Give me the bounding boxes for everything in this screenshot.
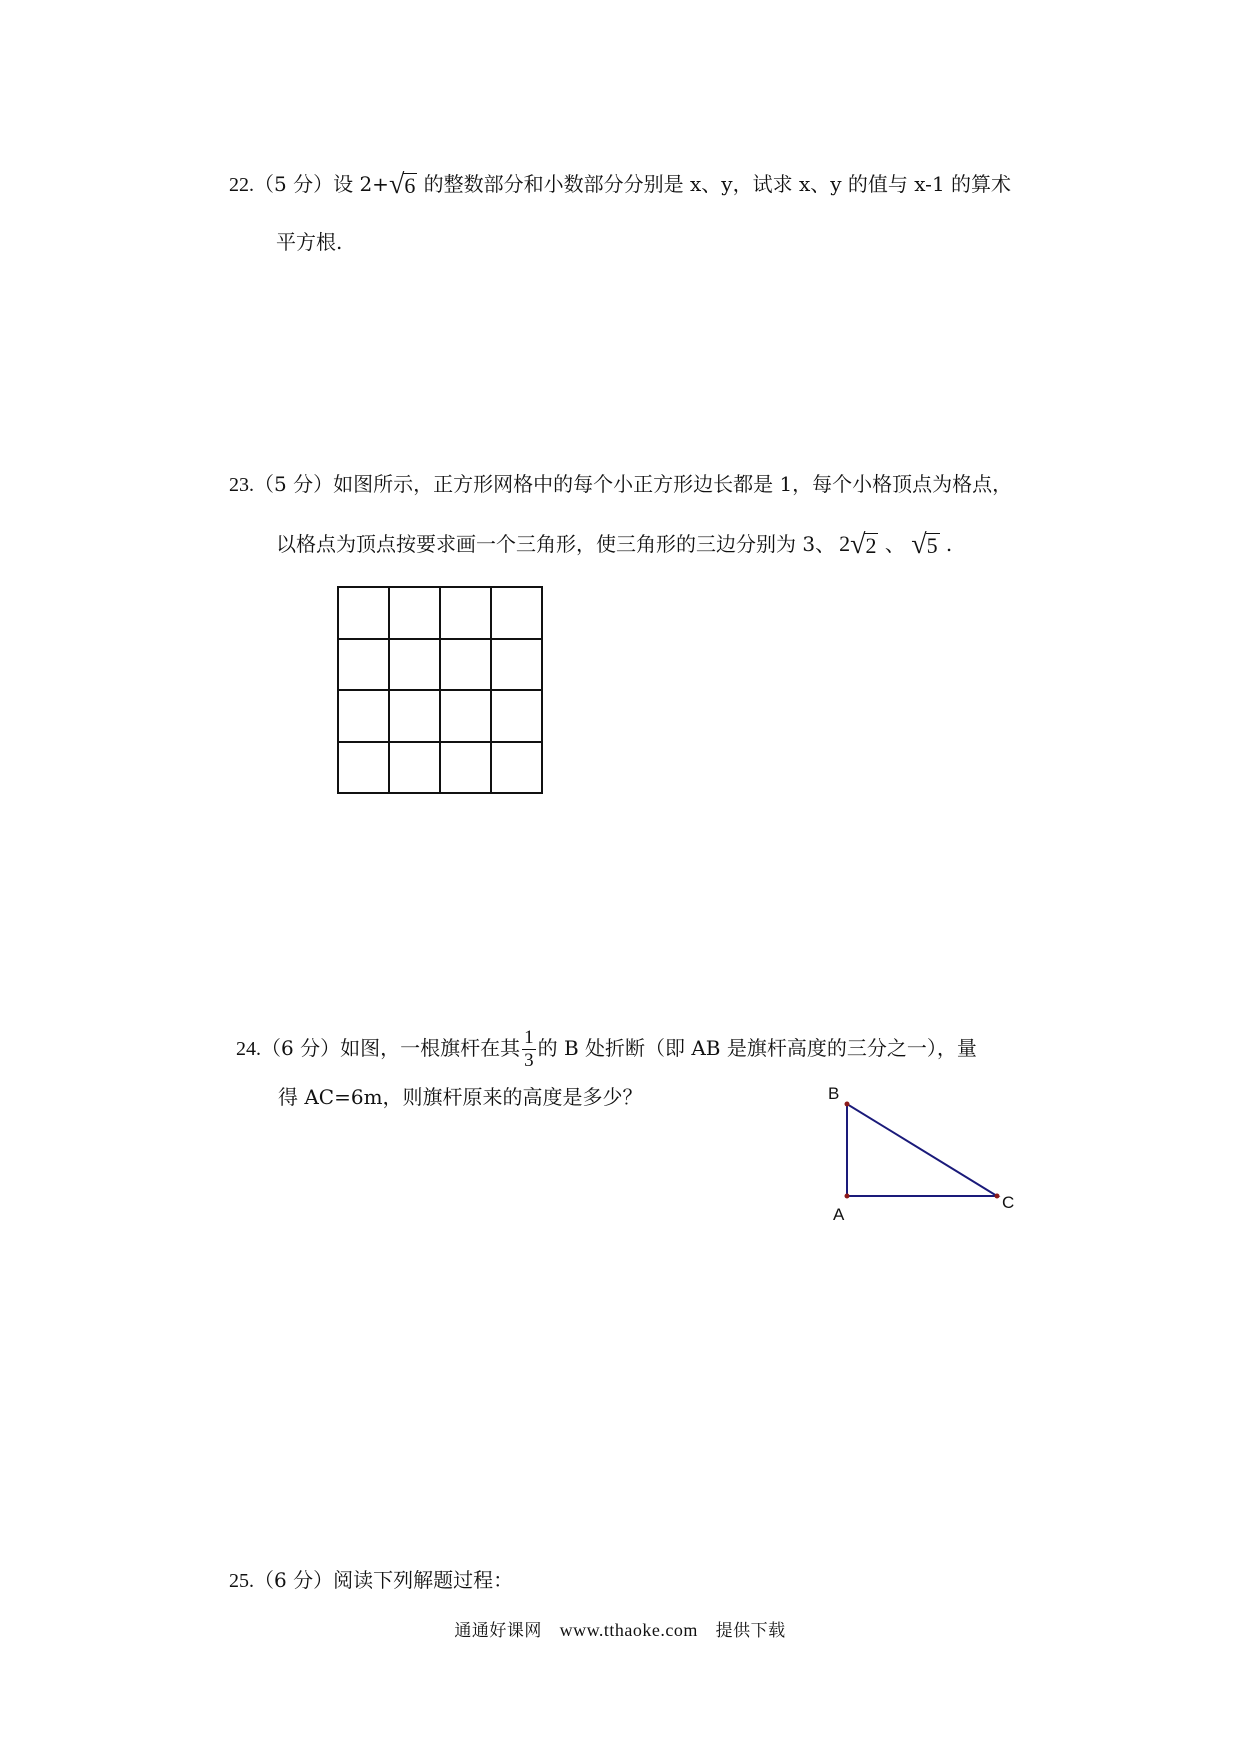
q25-line-1	[229, 1566, 513, 1595]
q25-score: （6 分）	[254, 1568, 334, 1592]
label-c: C	[1002, 1193, 1015, 1212]
footer-site: 通通好课网	[454, 1621, 542, 1641]
q24-number: 24.	[236, 1038, 261, 1060]
label-b: B	[828, 1084, 840, 1103]
q23-number: 23.	[229, 474, 254, 496]
q24-fraction	[522, 1027, 536, 1072]
q23-sep: 、	[878, 532, 912, 556]
q24-score: （6 分）	[261, 1036, 341, 1060]
q24-frac-num: 1	[524, 1027, 534, 1048]
q25-number: 25.	[229, 1570, 254, 1592]
square-grid-figure	[336, 585, 546, 801]
footer-suffix: 提供下载	[715, 1621, 786, 1641]
q22-text-a: 设 2+	[333, 172, 389, 196]
q23-text-b: 以格点为顶点按要求画一个三角形，使三角形的三边分别为 3、	[276, 532, 836, 556]
q22-number: 22.	[229, 174, 254, 196]
q23-sqrt-2: √ 5	[911, 529, 938, 560]
q24-line-1	[236, 1024, 977, 1073]
q23-sqrt-1: √ 2	[850, 529, 877, 560]
q22-text-c: 平方根.	[276, 230, 343, 254]
q23-end: .	[939, 532, 953, 556]
vertex-c	[995, 1194, 1000, 1199]
q22-score: （5 分）	[254, 172, 334, 196]
q23-line-2	[276, 530, 952, 558]
square-grid-svg	[336, 585, 546, 797]
q22-line-2	[276, 228, 342, 256]
q22-sqrt: √ 6	[388, 169, 416, 200]
q22-text-b: 的整数部分和小数部分分别是 x、y，试求 x、y 的值与 x-1 的算术	[417, 172, 1012, 196]
label-a: A	[833, 1205, 845, 1224]
q23-radicand-2: 5	[926, 533, 938, 558]
triangle-abc	[847, 1104, 997, 1196]
q23-score: （5 分）	[254, 472, 334, 496]
q24-line-2	[278, 1083, 643, 1111]
q23-coef: 2	[839, 531, 851, 556]
vertex-b	[845, 1102, 850, 1107]
q24-frac-den: 3	[524, 1050, 534, 1071]
q23-text-a: 如图所示，正方形网格中的每个小正方形边长都是 1，每个小格顶点为格点，	[333, 472, 1013, 496]
vertex-a	[845, 1194, 850, 1199]
q24-text-a: 如图，一根旗杆在其	[340, 1036, 521, 1060]
page-footer	[0, 1616, 1240, 1641]
q24-text-b: 的 B 处折断（即 AB 是旗杆高度的三分之一），量	[537, 1036, 977, 1060]
flagpole-triangle-figure	[820, 1075, 1030, 1239]
triangle-svg	[820, 1075, 1030, 1235]
footer-url: www.tthaoke.com	[559, 1620, 698, 1640]
q22-line-1	[229, 170, 1011, 199]
q23-line-1	[229, 470, 1012, 499]
q23-radicand-1: 2	[865, 533, 877, 558]
q22-radicand: 6	[404, 173, 416, 198]
q25-text-a: 阅读下列解题过程：	[333, 1568, 514, 1592]
q24-text-c: 得 AC=6m，则旗杆原来的高度是多少？	[278, 1085, 643, 1109]
